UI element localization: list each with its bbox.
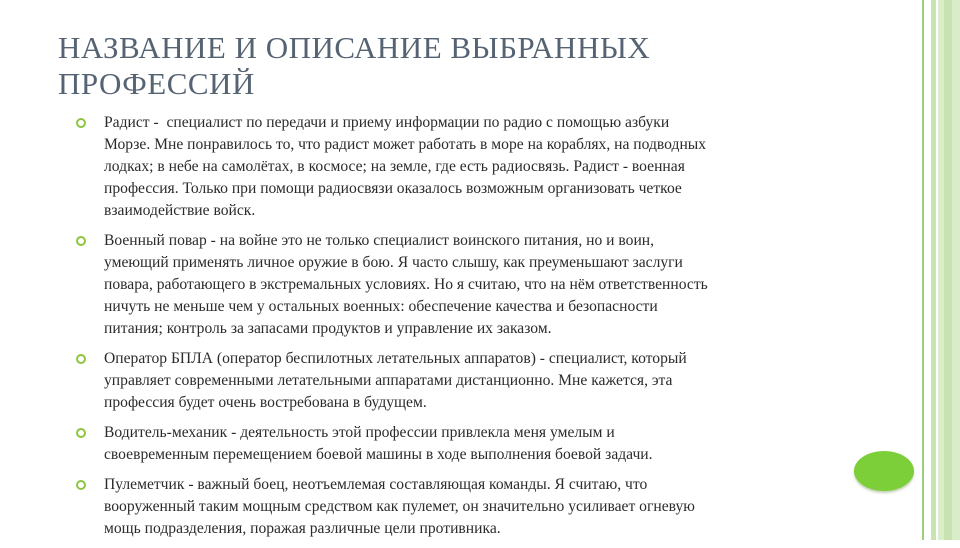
- text-line: ничуть не меньше чем у остальных военных: обеспечение качества и безопасности: [104, 298, 658, 315]
- text-line: Оператор БПЛА (оператор беспилотных летательных аппаратов) - специалист, который: [104, 350, 687, 367]
- bullet-icon: [76, 236, 86, 246]
- text-line: Военный повар - на войне это не только специалист воинского питания, но и воин,: [104, 232, 655, 249]
- text-line: повара, работающего в экстремальных условиях. Но я считаю, что на нём ответственность: [104, 276, 708, 293]
- list-item-text: [104, 112, 886, 222]
- text-line: мощь подразделения, поражая различные цели противника.: [104, 520, 501, 537]
- decorative-stripe: [944, 0, 952, 540]
- text-line: Водитель-механик - деятельность этой профессии привлекла меня умелым и: [104, 424, 615, 441]
- list-item-text: [104, 422, 886, 466]
- bullet-icon: [76, 118, 86, 128]
- decorative-green-circle: [854, 451, 914, 491]
- slide-title: [58, 30, 898, 102]
- text-line: питания; контроль за запасами продуктов и управление их заказом.: [104, 320, 552, 337]
- text-line: своевременным перемещением боевой машины в ходе выполнения боевой задачи.: [104, 446, 653, 463]
- bullet-icon: [76, 428, 86, 438]
- list-item-text: [104, 348, 886, 414]
- profession-list: [76, 112, 886, 548]
- text-line: умеющий применять личное оружие в бою. Я часто слышу, как преуменьшают заслуги: [104, 254, 683, 271]
- text-line: Радист - специалист по передачи и приему информации по радио с помощью азбуки: [104, 114, 670, 131]
- text-line: вооруженный таким мощным средством как пулемет, он значительно усиливает огневую: [104, 498, 695, 515]
- text-line: профессия. Только при помощи радиосвязи оказалось возможным организовать четкое: [104, 180, 682, 197]
- text-line: профессия будет очень востребована в будущем.: [104, 394, 427, 411]
- text-line: взаимодействие войск.: [104, 202, 256, 219]
- slide-title-line-2: ПРОФЕССИЙ: [58, 66, 255, 101]
- list-item-text: [104, 474, 886, 540]
- list-item-radio-operator: [76, 112, 886, 222]
- list-item-machine-gunner: [76, 474, 886, 540]
- list-item-military-cook: [76, 230, 886, 340]
- decorative-stripe: [922, 0, 924, 540]
- text-line: управляет современными летательными аппаратами дистанционно. Мне кажется, эта: [104, 372, 673, 389]
- slide-title-line-1: НАЗВАНИЕ И ОПИСАНИЕ ВЫБРАННЫХ: [58, 30, 651, 65]
- text-line: Морзе. Мне понравилось то, что радист может работать в море на кораблях, на подводных: [104, 136, 707, 153]
- bullet-icon: [76, 354, 86, 364]
- list-item-uav-operator: [76, 348, 886, 414]
- text-line: Пулеметчик - важный боец, неотъемлемая составляющая команды. Я считаю, что: [104, 476, 648, 493]
- list-item-text: [104, 230, 886, 340]
- list-item-driver-mechanic: [76, 422, 886, 466]
- bullet-icon: [76, 480, 86, 490]
- decorative-stripe: [931, 0, 936, 540]
- text-line: лодках; в небе на самолётах, в космосе; на земле, где есть радиосвязь. Радист - военная: [104, 158, 685, 175]
